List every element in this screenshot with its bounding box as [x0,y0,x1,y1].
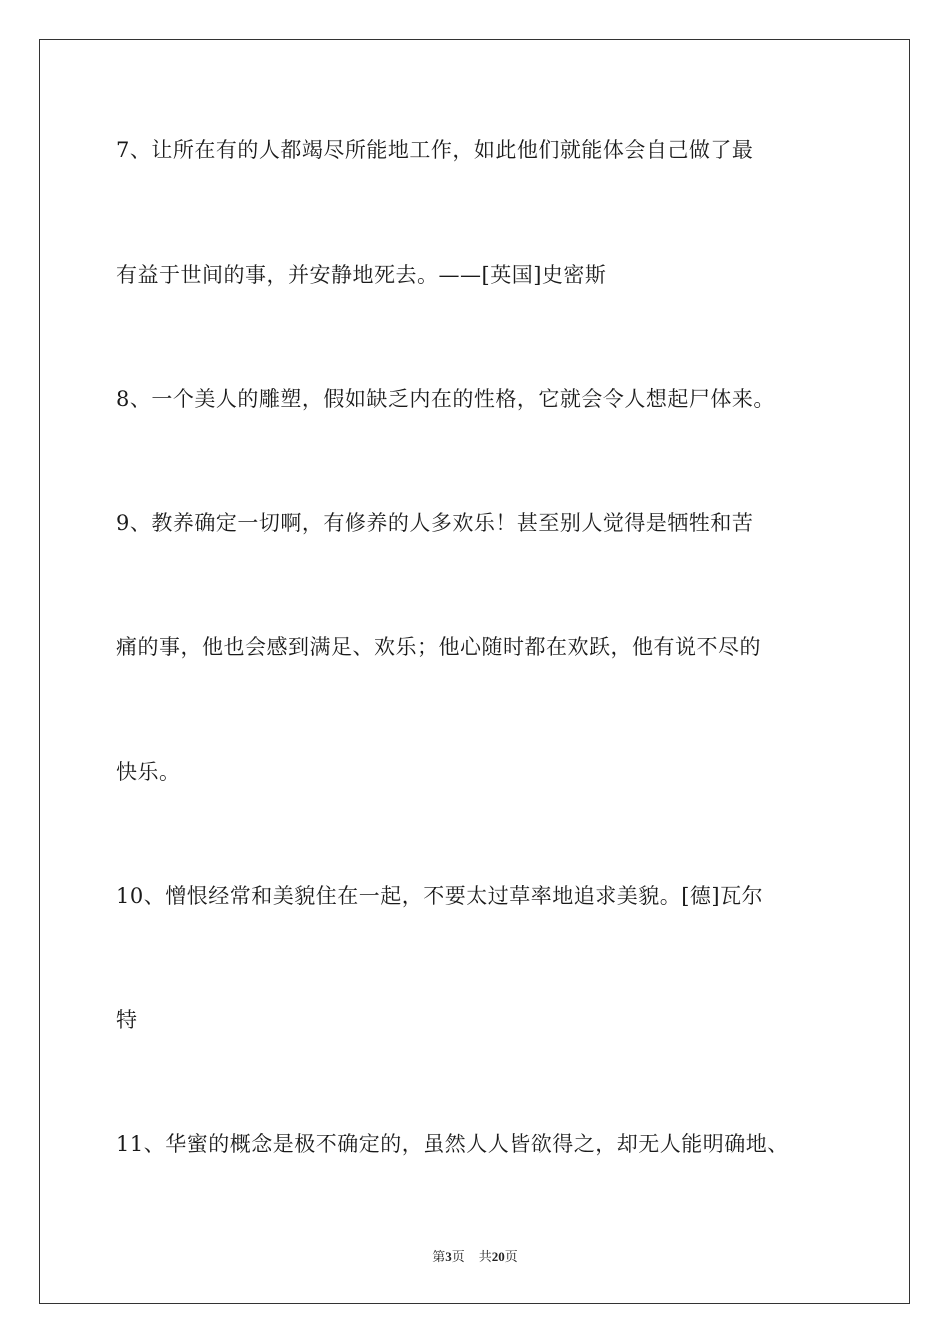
text-line: 有益于世间的事，并安静地死去。——[英国]史密斯 [116,263,607,287]
page-prefix: 第 [432,1249,446,1264]
text-line: 9、教养确定一切啊，有修养的人多欢乐！甚至别人觉得是牺牲和苦 [116,511,754,535]
total-suffix: 页 [504,1249,518,1264]
text-line: 7、让所在有的人都竭尽所能地工作，如此他们就能体会自己做了最 [116,138,754,162]
total-prefix: 共 [478,1249,492,1264]
text-line: 痛的事，他也会感到满足、欢乐；他心随时都在欢跃，他有说不尽的 [116,635,761,659]
page-number: 3 [445,1249,452,1264]
total-pages: 20 [491,1249,505,1264]
text-line: 11、华蜜的概念是极不确定的，虽然人人皆欲得之，却无人能明确地、 [116,1132,789,1156]
page-border [39,39,910,1304]
text-line: 10、憎恨经常和美貌住在一起，不要太过草率地追求美貌。[德]瓦尔 [116,884,764,908]
text-line: 快乐。 [116,760,181,784]
text-line: 8、一个美人的雕塑，假如缺乏内在的性格，它就会令人想起尸体来。 [116,387,775,411]
text-line: 特 [116,1008,138,1032]
page-footer [0,1249,950,1265]
page-suffix: 页 [451,1249,465,1264]
